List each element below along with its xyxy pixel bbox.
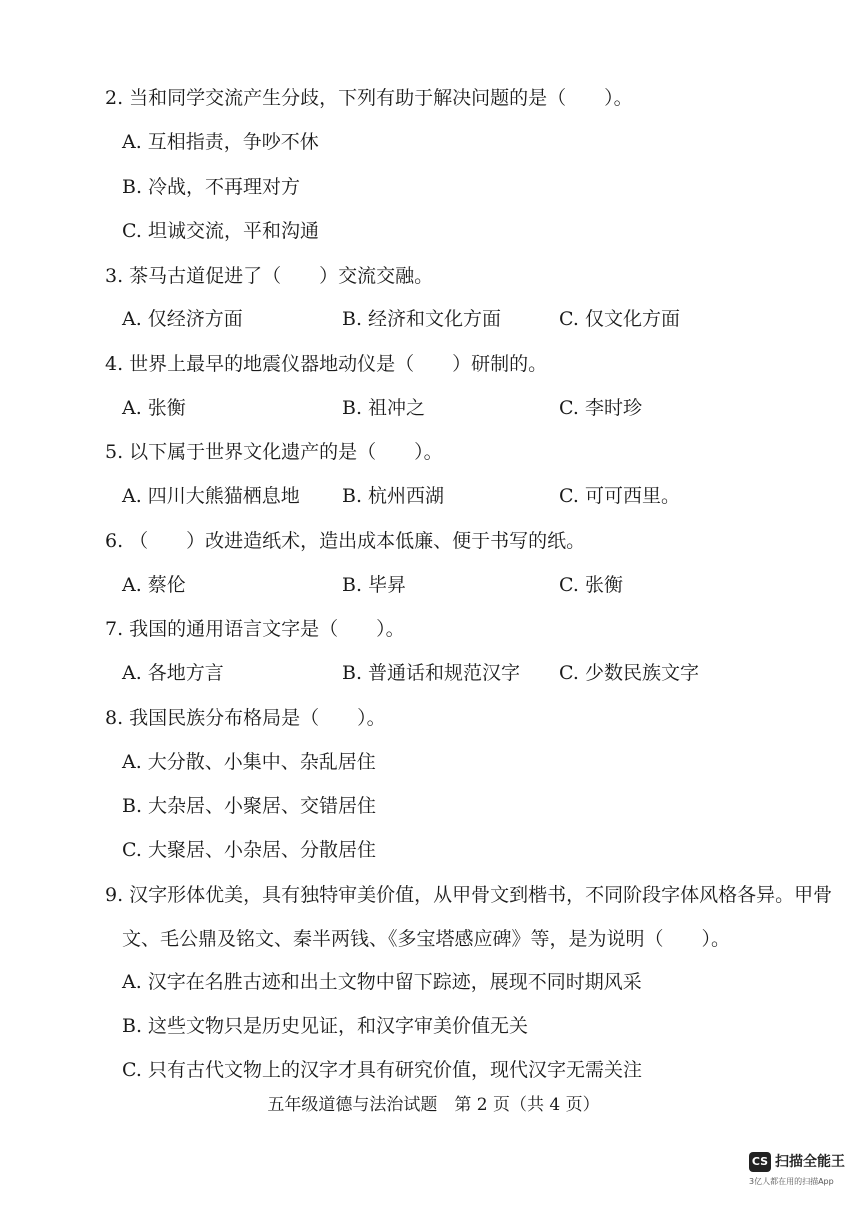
question-9-option-b: B. 这些文物只是历史见证，和汉字审美价值无关 <box>122 1015 529 1037</box>
question-4-option-a: A. 张衡 <box>122 397 186 419</box>
question-3-option-a: A. 仅经济方面 <box>122 308 243 330</box>
question-9-stem-line-2: 文、毛公鼎及铭文、秦半两钱、《多宝塔感应碑》等，是为说明（ ）。 <box>122 928 731 950</box>
question-6-option-c: C. 张衡 <box>559 574 623 596</box>
question-7-option-b: B. 普通话和规范汉字 <box>342 662 521 684</box>
question-4-stem: 4. 世界上最早的地震仪器地动仪是（ ）研制的。 <box>105 353 548 375</box>
question-2-option-b: B. 冷战，不再理对方 <box>122 176 301 198</box>
question-8-option-c: C. 大聚居、小杂居、分散居住 <box>122 839 376 861</box>
question-6-stem: 6. （ ）改进造纸术，造出成本低廉、便于书写的纸。 <box>105 530 586 552</box>
question-7-option-c: C. 少数民族文字 <box>559 662 699 684</box>
question-3-stem: 3. 茶马古道促进了（ ）交流交融。 <box>105 265 434 287</box>
question-4-option-c: C. 李时珍 <box>559 397 642 419</box>
question-3-option-c: C. 仅文化方面 <box>559 308 680 330</box>
question-9-option-a: A. 汉字在名胜古迹和出土文物中留下踪迹，展现不同时期风采 <box>122 971 642 993</box>
camscanner-logo-icon: CS <box>749 1152 771 1172</box>
question-2-stem: 2. 当和同学交流产生分歧，下列有助于解决问题的是（ ）。 <box>105 87 633 109</box>
question-4-option-b: B. 祖冲之 <box>342 397 426 419</box>
question-7-stem: 7. 我国的通用语言文字是（ ）。 <box>105 618 405 640</box>
camscanner-watermark <box>749 1152 861 1222</box>
question-9-stem-line-1: 9. 汉字形体优美，具有独特审美价值，从甲骨文到楷书，不同阶段字体风格各异。甲骨 <box>105 884 833 906</box>
question-8-option-a: A. 大分散、小集中、杂乱居住 <box>122 751 376 773</box>
question-9-option-c: C. 只有古代文物上的汉字才具有研究价值，现代汉字无需关注 <box>122 1059 642 1081</box>
question-5-option-c: C. 可可西里。 <box>559 485 680 507</box>
question-2-option-a: A. 互相指责，争吵不休 <box>122 131 319 153</box>
question-7-option-a: A. 各地方言 <box>122 662 224 684</box>
question-6-option-a: A. 蔡伦 <box>122 574 186 596</box>
question-2-option-c: C. 坦诚交流，平和沟通 <box>122 220 319 242</box>
camscanner-name: 扫描全能王 <box>775 1154 845 1170</box>
question-8-option-b: B. 大杂居、小聚居、交错居住 <box>122 795 377 817</box>
question-3-option-b: B. 经济和文化方面 <box>342 308 502 330</box>
question-6-option-b: B. 毕昇 <box>342 574 407 596</box>
question-5-stem: 5. 以下属于世界文化遗产的是（ ）。 <box>105 441 443 463</box>
question-5-option-a: A. 四川大熊猫栖息地 <box>122 485 300 507</box>
page-footer: 五年级道德与法治试题 第 2 页（共 4 页） <box>267 1095 600 1115</box>
question-5-option-b: B. 杭州西湖 <box>342 485 445 507</box>
question-8-stem: 8. 我国民族分布格局是（ ）。 <box>105 707 386 729</box>
camscanner-tagline: 3亿人都在用的扫描App <box>749 1177 834 1186</box>
